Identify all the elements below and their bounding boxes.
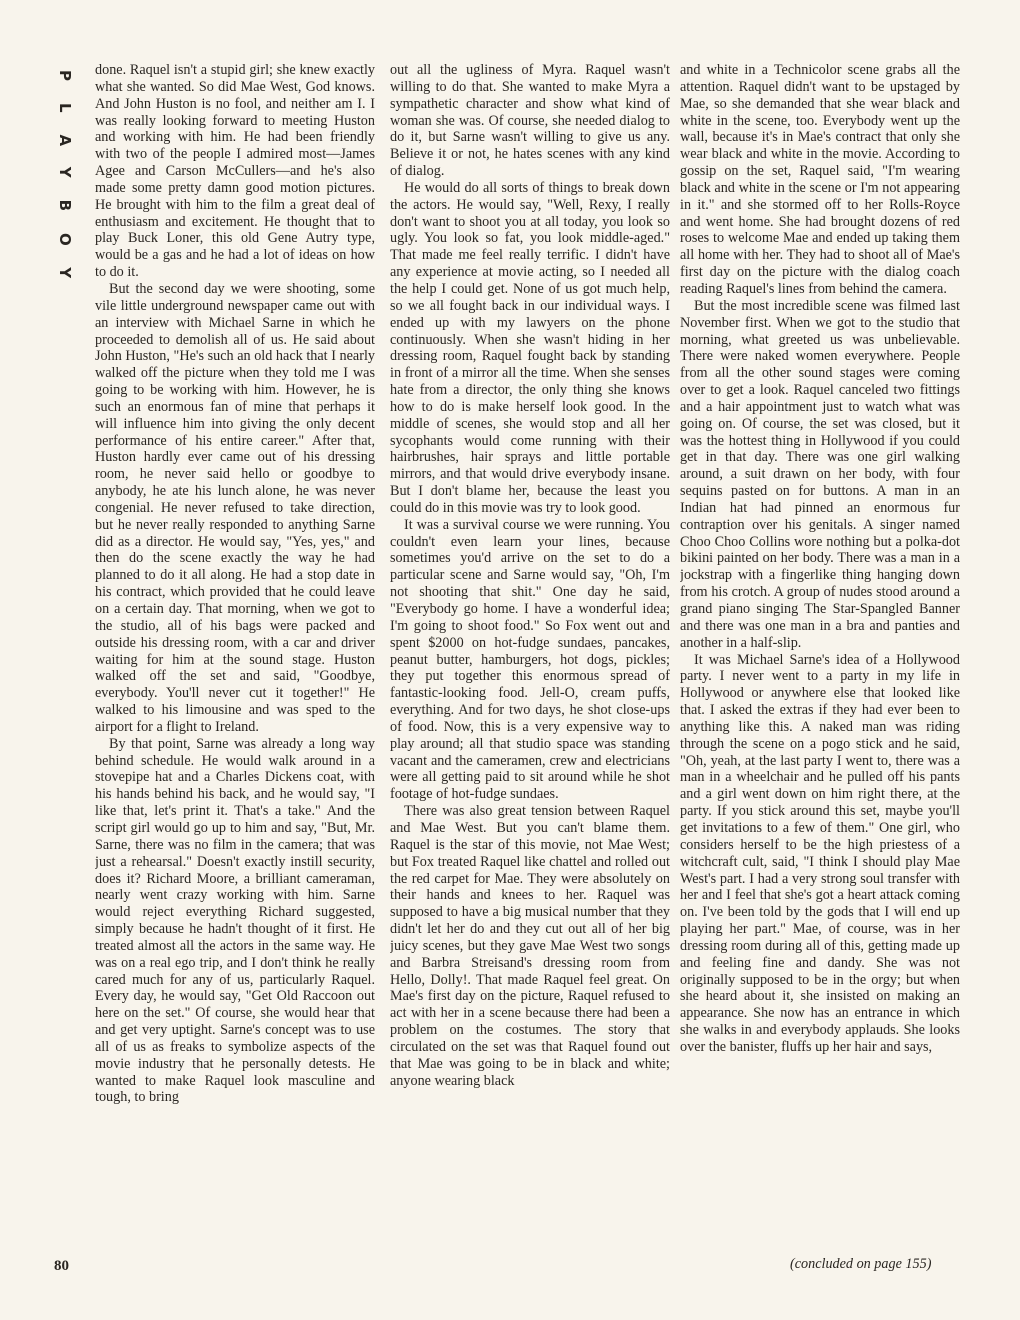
paragraph: It was a survival course we were running. You couldn't even learn your lines, because sometimes you'd arrive on the set to do a particular scene and Sarne would say, "Oh, I'm not shooting that shit." One day he said, "Everybody go home. I have a wonderful idea; I'm going to shoot food." So Fox went out and spent $2000 on hot-fudge sundaes, pancakes, peanut butter, hamburgers, hot dogs, pickles; they put together this enormous spread of fantastic-looking food. Jell-O, cream puffs, everything. And for two days, he shot close-ups of food. Now, this is a very expensive way to play around; all that studio space was standing vacant and the cameramen, crew and electricians were all getting paid to sit around while he shot footage of hot-fudge sundaes. — [390, 516, 670, 803]
continuation-note: (concluded on page 155) — [790, 1256, 932, 1272]
paragraph: It was Michael Sarne's idea of a Hollywood party. I never went to a party in my life in Hollywood or anywhere else that looked like that. I asked the extras if they had ever been to anything like this. A naked man was riding through the scene on a pogo stick and he said, "Oh, yeah, at the last party I went to, there was a man in a wheelchair and he pulled off his pants and a girl went down on him right there, at the party. If you stick around this set, maybe you'll get invitations to a few of them." One girl, who considers herself to be the high priestess of a witchcraft cult, said, "I think I should play Mae West's part. I had a very strong soul transfer with her and I feel that she's got a heart attack coming on. I've been told by the gods that I will end up playing her part." Mae, of course, was in her dressing room during all of this, getting made up and feeling fine and dandy. She was not originally supposed to be in the orgy; but when she heard about it, she insisted on making an appearance. She now has an entrance in which she walks in and everybody applauds. She looks over the banister, fluffs up her hair and says, — [680, 651, 960, 1055]
paragraph: out all the ugliness of Myra. Raquel wasn't willing to do that. She wanted to make Myra a sympathetic character and show what kind of woman she was. Of course, she needed dialog to do it, but Sarne wasn't willing to give us any. Believe it or not, he hates scenes with any kind of dialog. — [390, 62, 670, 180]
paragraph: There was also great tension between Raquel and Mae West. But you can't blame them. Raquel is the star of this movie, not Mae West; but Fox treated Raquel like chattel and rolled out the red carpet for Mae. They were absolutely on their hands and knees to her. Raquel was supposed to have a big musical number that they didn't let her do and they cut out all of her big juicy scenes, but they gave Mae West two songs and Barbra Streisand's dressing room from Hello, Dolly!. That made Raquel feel great. On Mae's first day on the picture, Raquel refused to act with her in a scene because there had been a problem on the costumes. The story that circulated on the set was that Raquel found out that Mae was going to be in black and white; anyone wearing black — [390, 803, 670, 1089]
masthead-text: PLAYBOY — [56, 70, 74, 301]
paragraph: and white in a Technicolor scene grabs all the attention. Raquel didn't want to be upstaged by Mae, so she demanded that she wear black and white in the scene, too. Everybody went up the wall, because it's in Mae's contract that only she wear black and white in the movie. According to gossip on the set, Raquel said, "I'm wearing black and white in the scene or I'm not appearing in it." and she stormed off to her Rolls-Royce and went home. She had brought dozens of red roses to welcome Mae and ended up taking them all home with her. They had to shoot all of Mae's first day on the picture with the dialog coach reading Raquel's lines from behind the camera. — [680, 62, 960, 297]
text-column-1 — [95, 62, 375, 1302]
text-column-3 — [680, 62, 960, 1302]
paragraph: done. Raquel isn't a stupid girl; she knew exactly what she wanted. So did Mae West, God knows. And John Huston is no fool, and neither am I. I was really looking forward to meeting Huston and working with him. He had been friendly with two of the people I admired most—James Agee and Carson McCullers—and he's also made some pretty damn good motion pictures. He brought with him to the film a great deal of enthusiasm and excitement. He thought that to play Buck Loner, this old Gene Autry type, would be a gas and he had a lot of ideas on how to do it. — [95, 62, 375, 281]
paragraph: But the second day we were shooting, some vile little underground newspaper came out with an interview with Michael Sarne in which he proceeded to demolish all of us. He said about John Huston, "He's such an old hack that I nearly walked off the picture when they told me I was going to be working with him. However, he is such an enormous fan of mine that perhaps it will influence him into giving the only decent performance of his entire career." After that, Huston hardly ever came out of his dressing room, he never said hello or goodbye to anybody, he ate his lunch alone, he was never congenial. He never refused to take direction, but he never really responded to anything Sarne did as a director. He would say, "Yes, yes," and then do the scene exactly the way he had planned to do it all along. He had a stop date in his contract, which provided that he could leave on a certain day. That morning, when we got to the studio, all of his bags were packed and outside his dressing room, with a car and driver waiting for him at the sound stage. Huston walked off the set and said, "Goodbye, everybody. You'll never cut it together!" He walked to his limousine and was sped to the airport for a flight to Ireland. — [95, 280, 375, 735]
paragraph: He would do all sorts of things to break down the actors. He would say, "Well, Rexy, I really don't want to shoot you at all today, you look so ugly. You look so fat, you look middle-aged." That made me feel really terrific. I didn't have any experience at movie acting, so I needed all the help I could get. None of us got much help, so we all fought back in our individual ways. I ended up with my lawyers on the phone continuously. When she wasn't hiding in her dressing room, Raquel fought back by standing in front of a mirror all the time. When she senses hate from a director, the only thing she knows how to do is make herself look good. In the middle of scenes, she would stop and all her sycophants would come running with their hairbrushes, hair sprays and little portable mirrors, and that would drive everybody insane. But I don't blame her, because the least you could do in this movie was try to look good. — [390, 179, 670, 516]
page-number: 80 — [54, 1258, 69, 1274]
masthead — [50, 62, 76, 322]
paragraph: By that point, Sarne was already a long way behind schedule. He would walk around in a stovepipe hat and a Charles Dickens coat, with his hands behind his back, and he would say, "I like that, let's print it. That's a take." And the script girl would go up to him and say, "But, Mr. Sarne, there was no film in the camera; that was just a rehearsal." Doesn't exactly instill security, does it? Richard Moore, a brilliant cameraman, nearly went crazy working with him. Sarne would reject everything Richard suggested, simply because he hadn't thought of it first. He treated almost all the actors in the same way. He was on a real ego trip, and I don't think he really cared much for any of us, particularly Raquel. Every day, he would say, "Get Old Raccoon out here on the set." Of course, she would hear that and get very uptight. Sarne's concept was to use all of us as freaks to symbolize aspects of the movie industry that he personally detests. He wanted to make Raquel look masculine and tough, to bring — [95, 735, 375, 1106]
text-column-2 — [390, 62, 670, 1302]
paragraph: But the most incredible scene was filmed last November first. When we got to the studio that morning, what greeted us was unbelievable. There were naked women everywhere. People from all the other sound stages were coming over to get a look. Raquel canceled two fittings and a hair appointment just to watch what was going on. Of course, the set was closed, but it was the hottest thing in Hollywood if you could get in that day. There was one girl walking around, a suit drawn on her body, with four sequins pasted on for buttons. A man in an Indian hat had pinned an enormous fur contraption over his genitals. A singer named Choo Choo Collins wore nothing but a polka-dot bikini painted on her body. There was a man in a jockstrap with a fingerlike thing hanging down from his crotch. A group of nudes stood around a grand piano singing The Star-Spangled Banner and there was one man in a bra and panties and another in a half-slip. — [680, 297, 960, 651]
